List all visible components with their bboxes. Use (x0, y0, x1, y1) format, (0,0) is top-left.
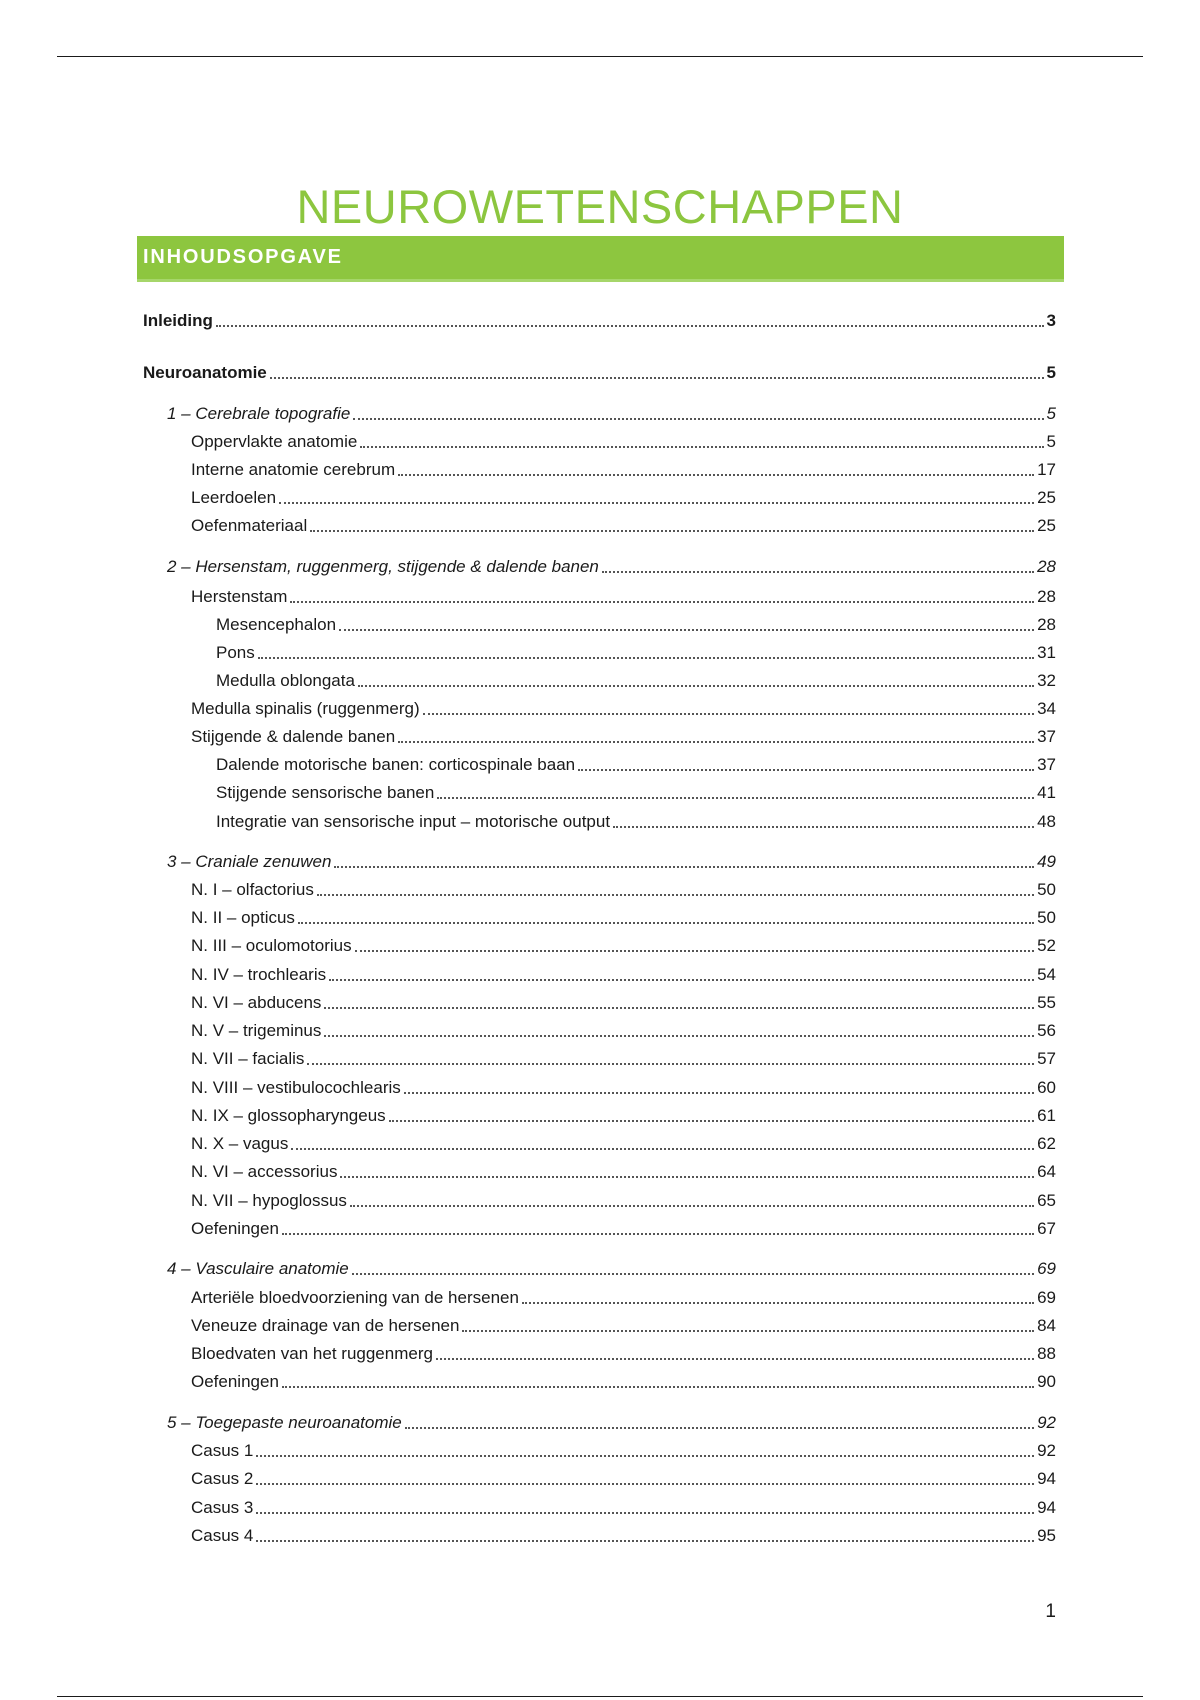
toc-entry[interactable] (191, 1045, 1056, 1069)
toc-entry-page: 94 (1037, 1498, 1056, 1517)
toc-entry[interactable] (191, 695, 1056, 719)
toc-entry-page: 5 (1046, 404, 1056, 423)
toc-entry-page: 92 (1037, 1413, 1056, 1432)
dot-leader (279, 502, 1034, 504)
toc-entry-page: 60 (1037, 1078, 1056, 1097)
toc-entry-page: 67 (1037, 1219, 1056, 1238)
toc-entry[interactable] (191, 1074, 1056, 1098)
dot-leader (307, 1063, 1034, 1065)
toc-entry-label: N. II – opticus (191, 908, 295, 927)
toc-entry-label: N. VI – accessorius (191, 1162, 338, 1181)
dot-leader (404, 1092, 1034, 1094)
dot-leader (329, 979, 1034, 981)
toc-entry-label: Inleiding (143, 311, 213, 330)
toc-entry[interactable] (191, 484, 1056, 508)
toc-entry-label: Herstenstam (191, 587, 288, 606)
toc-entry-label: 2 – Hersenstam, ruggenmerg, stijgende & dalende banen (167, 557, 599, 576)
toc-entry[interactable] (191, 1158, 1056, 1182)
dot-leader (270, 377, 1044, 379)
toc-entry[interactable] (191, 1522, 1056, 1546)
toc-entry[interactable] (216, 779, 1056, 803)
toc-entry-page: 3 (1046, 311, 1056, 330)
toc-entry-label: N. VII – facialis (191, 1049, 305, 1068)
toc-entry-label: Medulla oblongata (216, 671, 355, 690)
toc-entry-page: 92 (1037, 1441, 1056, 1460)
toc-entry-page: 37 (1037, 755, 1056, 774)
toc-entry[interactable] (191, 1215, 1056, 1239)
toc-entry[interactable] (191, 1368, 1056, 1392)
toc-entry[interactable] (216, 667, 1056, 691)
toc-entry-label: Interne anatomie cerebrum (191, 460, 396, 479)
toc-entry-label: Oefeningen (191, 1372, 279, 1391)
dot-leader (339, 629, 1034, 631)
toc-entry-label: Arteriële bloedvoorziening van de hersenen (191, 1288, 519, 1307)
toc-entry-page: 50 (1037, 908, 1056, 927)
toc-entry[interactable] (191, 512, 1056, 536)
toc-entry-page: 65 (1037, 1191, 1056, 1210)
dot-leader (360, 446, 1043, 448)
dot-leader (462, 1330, 1034, 1332)
toc-entry-label: N. I – olfactorius (191, 880, 314, 899)
dot-leader (256, 1483, 1034, 1485)
toc-entry-page: 61 (1037, 1106, 1056, 1125)
dot-leader (256, 1540, 1034, 1542)
toc-entry-label: 4 – Vasculaire anatomie (167, 1259, 349, 1278)
toc-entry-page: 32 (1037, 671, 1056, 690)
dot-leader (355, 950, 1034, 952)
toc-entry-page: 48 (1037, 812, 1056, 831)
toc-entry-label: Casus 3 (191, 1498, 254, 1517)
dot-leader (436, 1358, 1034, 1360)
toc-entry-label: N. V – trigeminus (191, 1021, 322, 1040)
toc-entry-label: Medulla spinalis (ruggenmerg) (191, 699, 420, 718)
dot-leader (282, 1386, 1034, 1388)
toc-entry-page: 69 (1037, 1288, 1056, 1307)
toc-entry[interactable] (191, 1312, 1056, 1336)
toc-entry-page: 25 (1037, 488, 1056, 507)
toc-entry[interactable] (191, 428, 1056, 452)
toc-entry-chapter-4[interactable] (167, 1255, 1056, 1279)
toc-entry-page: 88 (1037, 1344, 1056, 1363)
toc-entry[interactable] (216, 639, 1056, 663)
toc-entry-neuroanatomie[interactable] (143, 359, 1056, 383)
toc-entry-page: 56 (1037, 1021, 1056, 1040)
toc-entry-label: Neuroanatomie (143, 363, 267, 382)
dot-leader (317, 894, 1034, 896)
dot-leader (389, 1120, 1034, 1122)
toc-entry-page: 28 (1037, 587, 1056, 606)
toc-entry-label: Oefenmateriaal (191, 516, 308, 535)
footer-rule (57, 1696, 1143, 1697)
toc-entry-label: Oefeningen (191, 1219, 279, 1238)
toc-entry-page: 54 (1037, 965, 1056, 984)
toc-entry-page: 49 (1037, 852, 1056, 871)
toc-entry-page: 25 (1037, 516, 1056, 535)
toc-entry-label: Oppervlakte anatomie (191, 432, 358, 451)
toc-entry-page: 55 (1037, 993, 1056, 1012)
dot-leader (258, 657, 1034, 659)
page-number: 1 (1045, 1601, 1056, 1622)
toc-entry-label: Casus 4 (191, 1526, 254, 1545)
toc-entry-inleiding[interactable] (143, 307, 1056, 331)
dot-leader (602, 571, 1034, 573)
toc-entry-label: Bloedvaten van het ruggenmerg (191, 1344, 433, 1363)
dot-leader (324, 1035, 1034, 1037)
toc-entry-label: 1 – Cerebrale topografie (167, 404, 351, 423)
toc-entry-chapter-1[interactable] (167, 400, 1056, 424)
toc-entry-page: 95 (1037, 1526, 1056, 1545)
toc-entry[interactable] (191, 1130, 1056, 1154)
header-rule (57, 56, 1143, 57)
toc-entry[interactable] (216, 751, 1056, 775)
toc-heading: INHOUDSOPGAVE (137, 236, 1064, 282)
toc-entry-page: 31 (1037, 643, 1056, 662)
dot-leader (398, 474, 1034, 476)
toc-entry[interactable] (191, 1340, 1056, 1364)
toc-entry[interactable] (191, 932, 1056, 956)
toc-entry-label: Veneuze drainage van de hersenen (191, 1316, 460, 1335)
toc-entry-page: 94 (1037, 1469, 1056, 1488)
dot-leader (358, 685, 1034, 687)
dot-leader (310, 530, 1034, 532)
toc-entry[interactable] (191, 1284, 1056, 1308)
toc-entry-page: 52 (1037, 936, 1056, 955)
document-title: NEUROWETENSCHAPPEN (296, 180, 904, 234)
toc-entry-label: Casus 2 (191, 1469, 254, 1488)
toc-entry[interactable] (191, 1437, 1056, 1461)
dot-leader (256, 1512, 1034, 1514)
dot-leader (350, 1205, 1034, 1207)
toc-entry-label: N. IX – glossopharyngeus (191, 1106, 386, 1125)
toc-entry-label: N. X – vagus (191, 1134, 289, 1153)
toc-entry[interactable] (191, 904, 1056, 928)
dot-leader (423, 713, 1034, 715)
toc-entry[interactable] (216, 808, 1056, 832)
toc-entry[interactable] (216, 611, 1056, 635)
toc-entry[interactable] (191, 456, 1056, 480)
toc-entry[interactable] (191, 1017, 1056, 1041)
toc-entry[interactable] (191, 723, 1056, 747)
toc-entry-label: Pons (216, 643, 255, 662)
toc-entry-chapter-3[interactable] (167, 848, 1056, 872)
toc-entry-label: N. IV – trochlearis (191, 965, 327, 984)
toc-entry-page: 90 (1037, 1372, 1056, 1391)
toc-entry[interactable] (191, 989, 1056, 1013)
toc-entry-page: 28 (1037, 615, 1056, 634)
dot-leader (291, 1148, 1034, 1150)
dot-leader (352, 1273, 1034, 1275)
toc-entry-page: 34 (1037, 699, 1056, 718)
toc-entry-label: N. III – oculomotorius (191, 936, 352, 955)
dot-leader (522, 1302, 1034, 1304)
toc-entry-page: 5 (1046, 363, 1056, 382)
toc-entry-chapter-2[interactable] (167, 553, 1056, 577)
toc-entry[interactable] (191, 1102, 1056, 1126)
toc-entry-label: Stijgende sensorische banen (216, 783, 435, 802)
dot-leader (340, 1176, 1034, 1178)
toc-entry-page: 57 (1037, 1049, 1056, 1068)
toc-entry-label: Stijgende & dalende banen (191, 727, 396, 746)
dot-leader (353, 418, 1043, 420)
dot-leader (398, 741, 1034, 743)
toc-entry-page: 37 (1037, 727, 1056, 746)
dot-leader (290, 601, 1034, 603)
toc-entry[interactable] (191, 961, 1056, 985)
toc-entry-page: 5 (1046, 432, 1056, 451)
toc-entry[interactable] (191, 583, 1056, 607)
dot-leader (334, 866, 1034, 868)
toc-entry-label: Dalende motorische banen: corticospinale baan (216, 755, 576, 774)
toc-entry-label: N. VII – hypoglossus (191, 1191, 347, 1210)
toc-entry-label: N. VI – abducens (191, 993, 322, 1012)
dot-leader (282, 1233, 1034, 1235)
toc-entry[interactable] (191, 1187, 1056, 1211)
dot-leader (324, 1007, 1034, 1009)
toc-entry[interactable] (191, 876, 1056, 900)
dot-leader (437, 797, 1034, 799)
toc-entry-label: N. VIII – vestibulocochlearis (191, 1078, 401, 1097)
dot-leader (256, 1455, 1034, 1457)
toc-entry-page: 69 (1037, 1259, 1056, 1278)
dot-leader (405, 1427, 1034, 1429)
toc-entry-page: 28 (1037, 557, 1056, 576)
toc-entry[interactable] (191, 1494, 1056, 1518)
toc-entry-page: 17 (1037, 460, 1056, 479)
toc-entry-page: 84 (1037, 1316, 1056, 1335)
toc-entry-label: 5 – Toegepaste neuroanatomie (167, 1413, 402, 1432)
toc-entry-page: 62 (1037, 1134, 1056, 1153)
toc-entry-label: Mesencephalon (216, 615, 337, 634)
toc-entry-page: 50 (1037, 880, 1056, 899)
toc-entry-label: Casus 1 (191, 1441, 254, 1460)
toc-entry-page: 41 (1037, 783, 1056, 802)
toc-entry-label: 3 – Craniale zenuwen (167, 852, 332, 871)
toc-entry-page: 64 (1037, 1162, 1056, 1181)
dot-leader (613, 826, 1034, 828)
dot-leader (578, 769, 1034, 771)
dot-leader (216, 325, 1044, 327)
dot-leader (298, 922, 1034, 924)
toc-entry-label: Integratie van sensorische input – motorische output (216, 812, 611, 831)
toc-entry-chapter-5[interactable] (167, 1409, 1056, 1433)
toc-entry[interactable] (191, 1465, 1056, 1489)
toc-entry-label: Leerdoelen (191, 488, 277, 507)
